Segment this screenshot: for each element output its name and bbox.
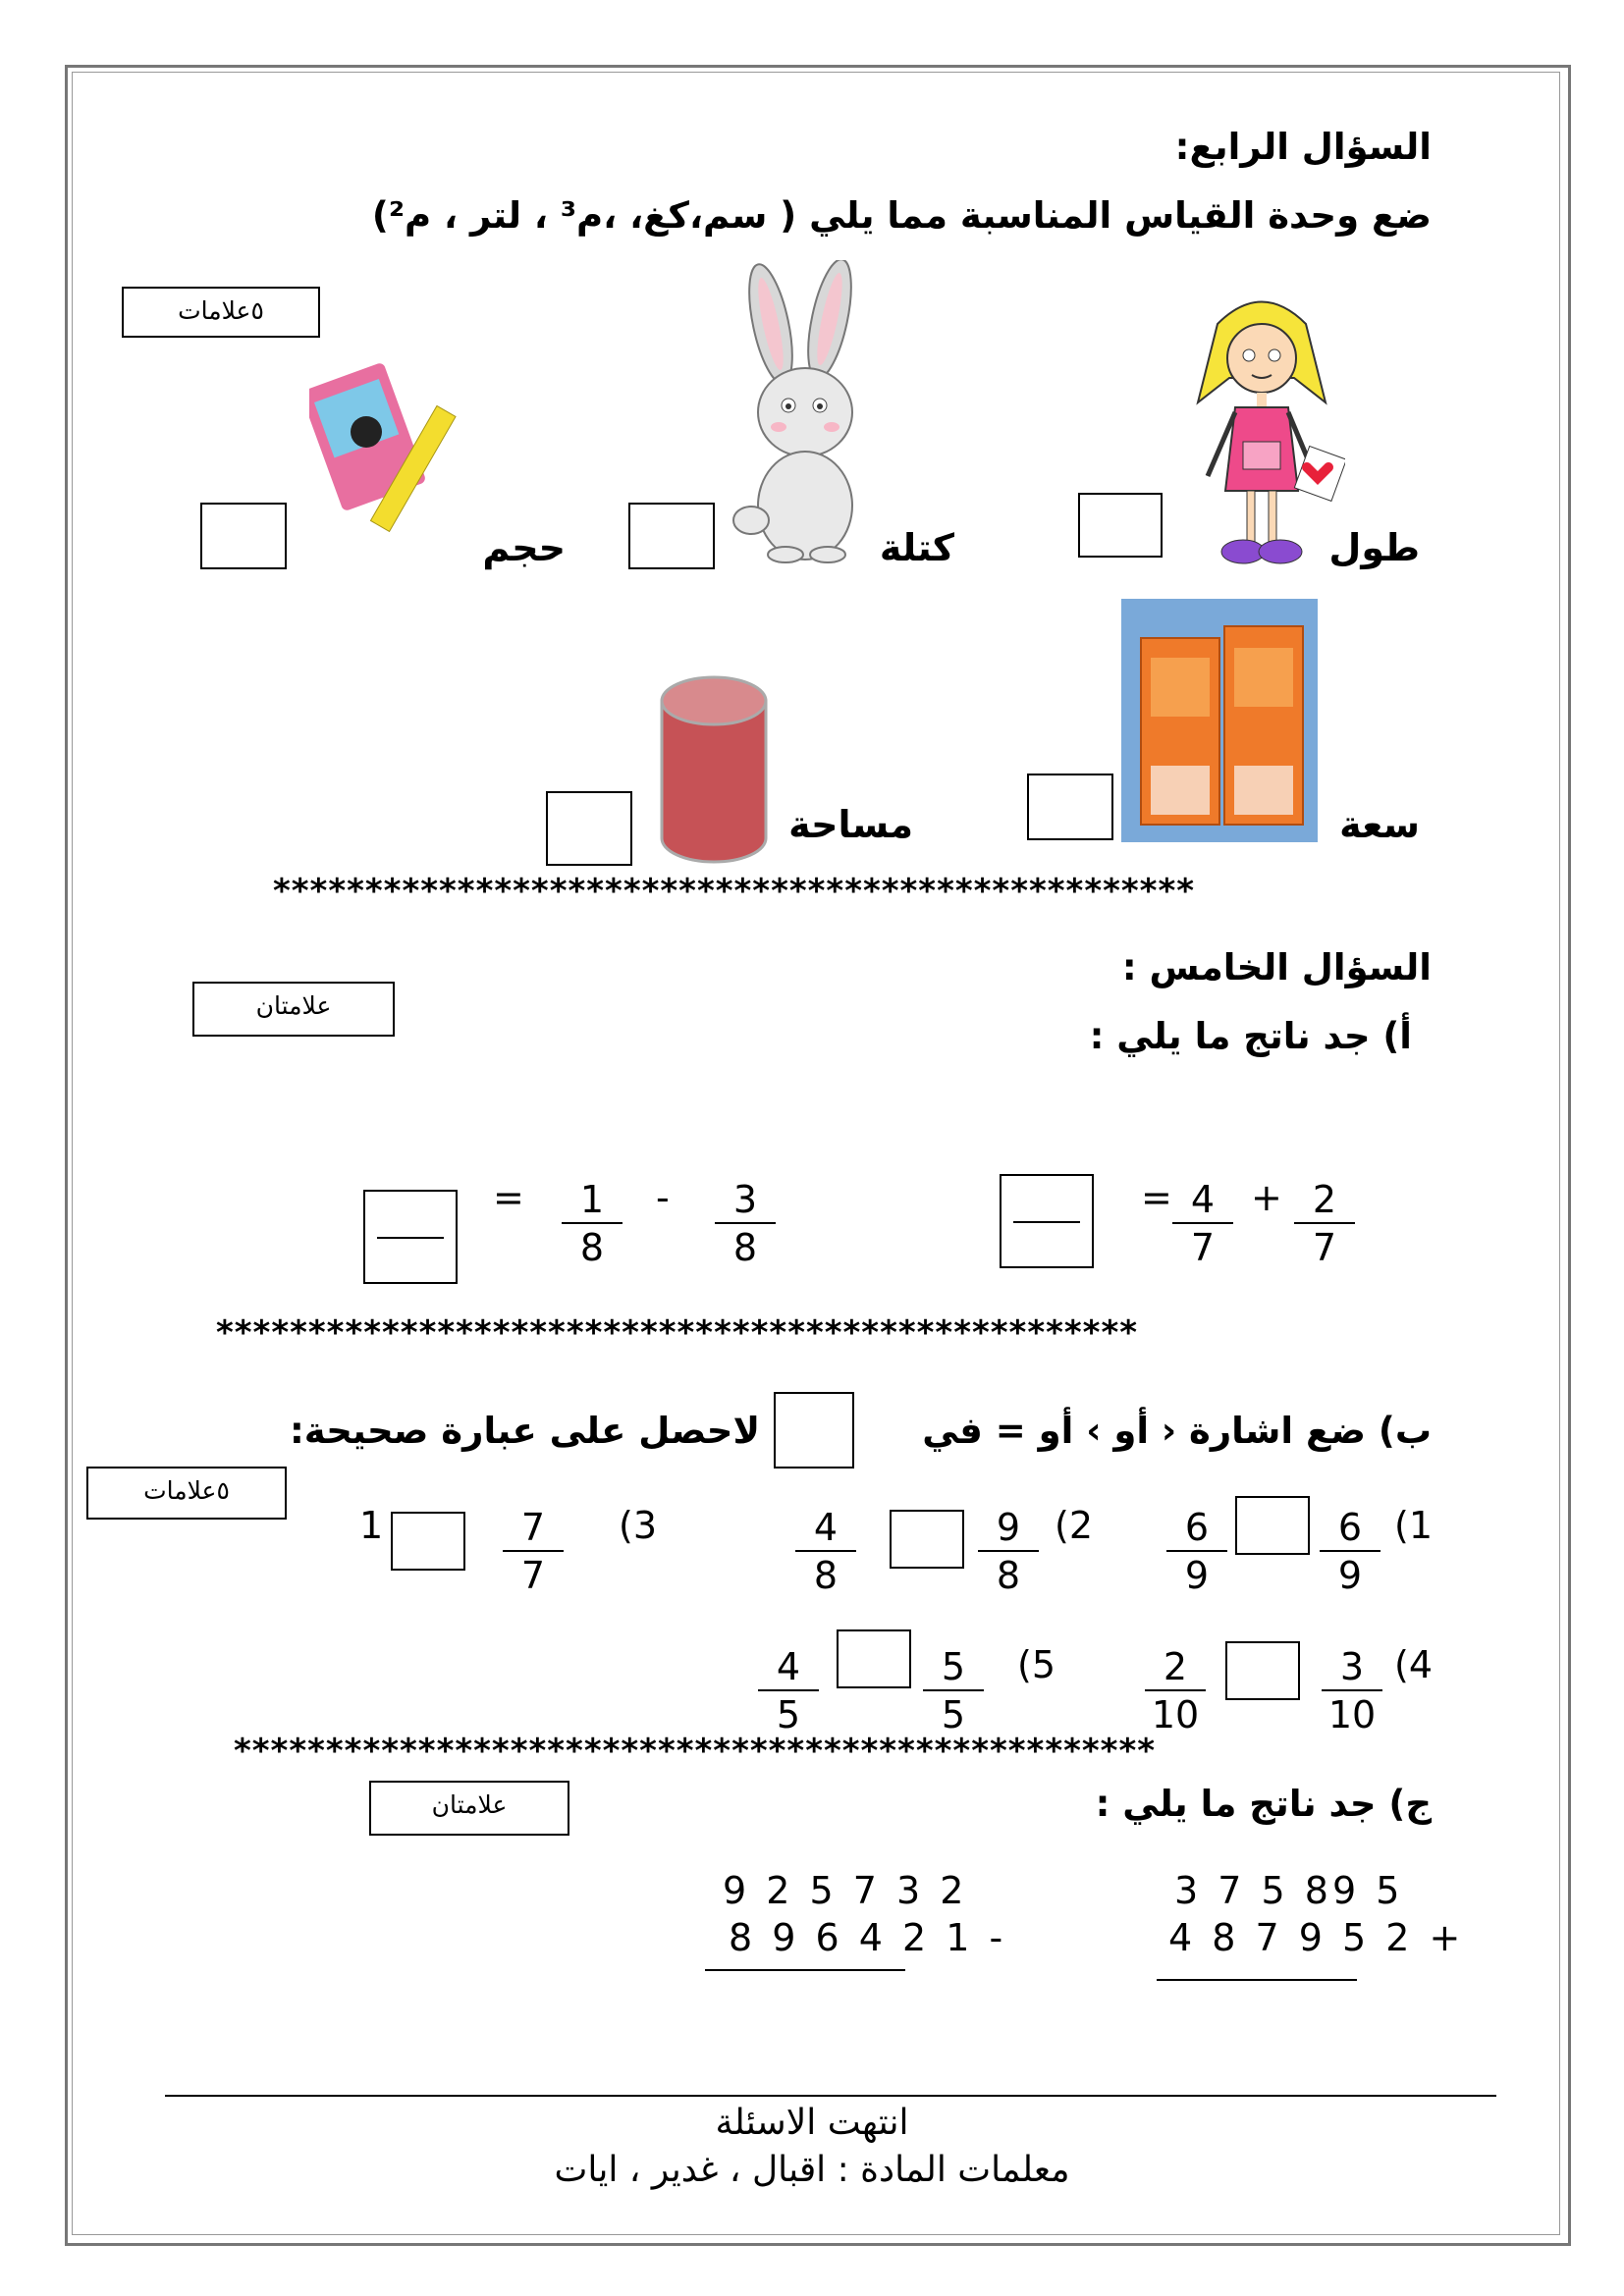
- q5b-title-2: لاحصل على عبارة صحيحة:: [290, 1410, 760, 1452]
- q4-marks-box: ٥علامات: [122, 287, 320, 338]
- fraction: 4 7: [1168, 1178, 1237, 1269]
- footer-rule: [165, 2095, 1496, 2097]
- fraction: 3 10: [1318, 1645, 1386, 1736]
- volume-answer-box[interactable]: [200, 503, 287, 569]
- q4-title: السؤال الرابع:: [1174, 126, 1432, 168]
- fraction: 2 10: [1141, 1645, 1210, 1736]
- addition-bottom-number: 4 8 7 9 5 2 +: [1168, 1916, 1465, 1959]
- area-answer-box[interactable]: [546, 791, 632, 866]
- sign-example-box: [774, 1392, 854, 1468]
- fraction: 4 8: [791, 1506, 860, 1597]
- separator-3: **************************************************: [234, 1732, 1157, 1771]
- q5c-marks-box: علامتان: [369, 1781, 569, 1836]
- fraction: 5 5: [919, 1645, 988, 1736]
- item-number: (2: [1055, 1504, 1094, 1547]
- fraction: 9 8: [974, 1506, 1043, 1597]
- fraction: 3 8: [711, 1178, 780, 1269]
- fraction: 1 8: [558, 1178, 626, 1269]
- item-number: (4: [1394, 1643, 1434, 1686]
- mass-answer-box[interactable]: [628, 503, 715, 569]
- capacity-answer-box[interactable]: [1027, 774, 1113, 840]
- q5a-title: أ) جد ناتج ما يلي :: [1089, 1015, 1412, 1057]
- item-number: (5: [1017, 1643, 1056, 1686]
- fraction: 7 7: [499, 1506, 568, 1597]
- subtraction-bottom-number: 8 9 6 4 2 1 -: [729, 1916, 1007, 1959]
- q5-title: السؤال الخامس :: [1121, 946, 1432, 988]
- plus-sign: +: [1251, 1176, 1282, 1219]
- fraction: 6 9: [1163, 1506, 1231, 1597]
- minus-sign: -: [656, 1176, 670, 1219]
- cylinder-image: [656, 673, 772, 870]
- equals-sign: =: [1141, 1176, 1172, 1219]
- comparison-answer-box[interactable]: [890, 1510, 964, 1569]
- q5b-title-1: ب) ضع اشارة ‹ أو › أو = في: [922, 1410, 1432, 1452]
- item-label-mass: كتلة: [879, 526, 954, 569]
- separator-1: **************************************************: [273, 872, 1196, 911]
- comparison-answer-box[interactable]: [391, 1512, 465, 1571]
- addition-result-line: [1157, 1979, 1357, 1981]
- item-label-length: طول: [1328, 526, 1420, 569]
- fraction-answer-box[interactable]: [363, 1190, 458, 1284]
- item-number: (1: [1394, 1504, 1434, 1547]
- fraction-answer-box[interactable]: [1000, 1174, 1094, 1268]
- separator-2: **************************************************: [216, 1313, 1139, 1353]
- fraction: 2 7: [1290, 1178, 1359, 1269]
- subtraction-result-line: [705, 1969, 905, 1971]
- fraction: 4 5: [754, 1645, 823, 1736]
- item-label-capacity: سعة: [1339, 803, 1420, 846]
- footer-teachers-text: معلمات المادة : اقبال ، غدير ، ايات: [554, 2150, 1070, 2190]
- equals-sign: =: [493, 1176, 524, 1219]
- comparison-answer-box[interactable]: [1225, 1641, 1300, 1700]
- length-answer-box[interactable]: [1078, 493, 1163, 558]
- comparison-answer-box[interactable]: [1235, 1496, 1310, 1555]
- girl-image: [1178, 285, 1345, 569]
- subtraction-top-number: 9 2 5 7 3 2: [723, 1869, 968, 1912]
- addition-top-number: 3 7 5 89 5: [1174, 1869, 1404, 1912]
- item-label-volume: حجم: [482, 526, 566, 569]
- rabbit-image: [722, 260, 879, 564]
- q4-instruction: ضع وحدة القياس المناسبة مما يلي ( سم،كغ، ،م³ ، لتر ، م²): [371, 194, 1432, 237]
- item-label-area: مساحة: [788, 803, 913, 846]
- juice-boxes-image: [1121, 599, 1318, 842]
- ruler-card-image: [309, 363, 476, 560]
- q5b-marks-box: ٥علامات: [86, 1467, 287, 1520]
- fraction: 6 9: [1316, 1506, 1384, 1597]
- q5c-title: ج) جد ناتج ما يلي :: [1095, 1783, 1432, 1825]
- comparison-answer-box[interactable]: [837, 1629, 911, 1688]
- q5a-marks-box: علامتان: [192, 982, 395, 1037]
- whole-number: 1: [359, 1504, 384, 1547]
- item-number: (3: [619, 1504, 658, 1547]
- footer-end-text: انتهت الاسئلة: [715, 2103, 909, 2143]
